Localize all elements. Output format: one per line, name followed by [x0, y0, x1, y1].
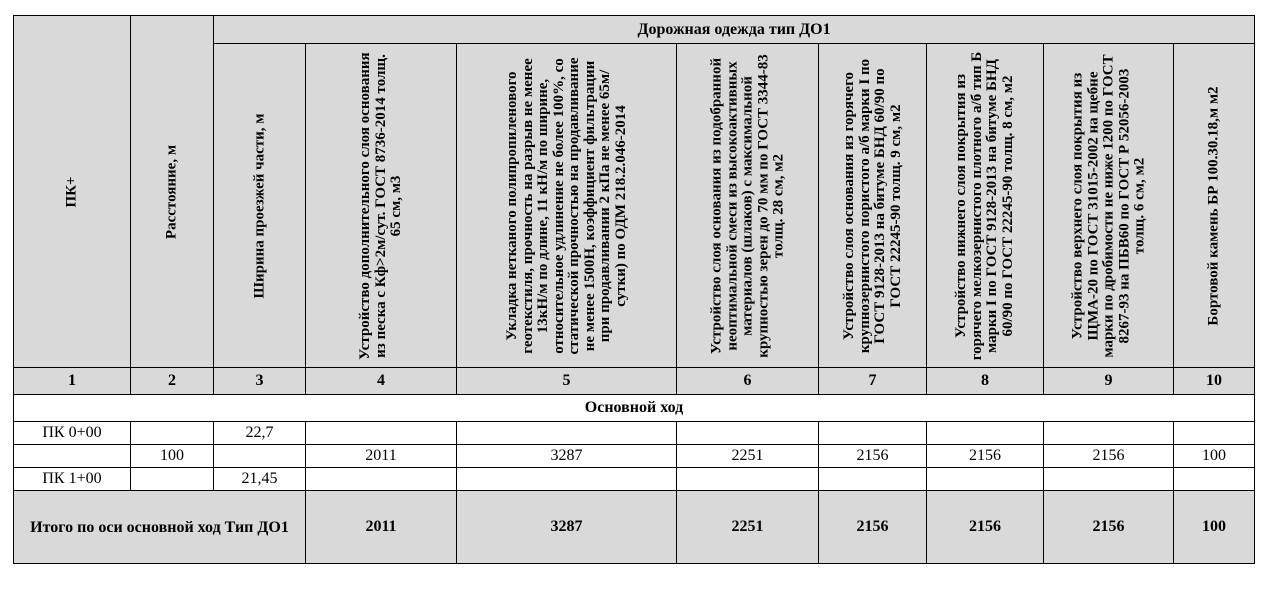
table-cell	[1044, 468, 1174, 491]
table-cell	[677, 468, 819, 491]
table-cell: ПК 0+00	[14, 422, 131, 445]
column-number: 1	[14, 368, 131, 395]
column-number: 7	[819, 368, 927, 395]
table-cell	[457, 468, 677, 491]
table-cell: 100	[1174, 445, 1255, 468]
table-cell	[306, 468, 457, 491]
total-value: 2156	[819, 491, 927, 564]
table-row	[14, 468, 1255, 491]
total-value: 3287	[457, 491, 677, 564]
total-value: 2011	[306, 491, 457, 564]
table-cell	[457, 422, 677, 445]
total-value: 2156	[927, 491, 1044, 564]
table-cell	[1174, 422, 1255, 445]
column-number: 4	[306, 368, 457, 395]
header-col-4: Устройство дополнительного слоя основания из песка с Кф>2м/сут. ГОСТ 8736-2014 толщ. 65 см, м3	[306, 44, 457, 368]
column-number: 8	[927, 368, 1044, 395]
header-col-10: Бортовой камень БР 100.30.18,м м2	[1174, 44, 1255, 368]
table-cell	[131, 422, 214, 445]
table-cell: 22,7	[214, 422, 306, 445]
table-cell: 100	[131, 445, 214, 468]
table-cell	[131, 468, 214, 491]
column-number: 2	[131, 368, 214, 395]
header-col-9: Устройство верхнего слоя покрытия из ЩМА-20 по ГОСТ 31015-2002 на щебне марки по дробимости не ниже 1200 по ГОСТ 8267-93 на ПБВ60 по ГОСТ Р 52056-2003 толщ. 6 см, м2	[1044, 44, 1174, 368]
table-cell	[214, 445, 306, 468]
column-number: 9	[1044, 368, 1174, 395]
header-col-6: Устройство слоя основания из подобранной неоптимальной смеси из высокоактивных материалов (шлаков) с максимальной крупностью зерен до 70 мм по ГОСТ 3344-83 толщ. 28 см, м2	[677, 44, 819, 368]
total-value: 2156	[1044, 491, 1174, 564]
table-row	[14, 422, 1255, 445]
table-cell: 2156	[819, 445, 927, 468]
header-col-5: Укладка нетканого полипропиленового геотекстиля, прочность на разрыв не менее 13кН/м по длине, 11 кН/м по ширине, относительное удлинение не более 100%, со статической прочностью на продавливание не менее 1500Н, коэффициент фильтрации при продавливании 2 кПа не менее 65м/сутки) по ОДМ 218.2.046-2014	[457, 44, 677, 368]
table-cell	[677, 422, 819, 445]
header-col-8: Устройство нижнего слоя покрытия из горячего мелкозернистого плотного а/б тип Б марки I по ГОСТ 9128-2013 на битуме БНД 60/90 по ГОСТ 22245-90 толщ. 8 см, м2	[927, 44, 1044, 368]
table-cell	[14, 445, 131, 468]
header-col-2: Расстояние, м	[131, 16, 214, 368]
table-cell	[306, 422, 457, 445]
road-pavement-table	[13, 15, 1255, 564]
table-cell: 2251	[677, 445, 819, 468]
group-header: Дорожная одежда тип ДО1	[214, 16, 1255, 44]
total-label: Итого по оси основной ход Тип ДО1	[14, 491, 306, 564]
table-cell	[1044, 422, 1174, 445]
total-value: 2251	[677, 491, 819, 564]
header-col-3: Ширина проезжей части, м	[214, 44, 306, 368]
table-cell	[927, 468, 1044, 491]
table-row	[14, 445, 1255, 468]
table-cell: 2156	[1044, 445, 1174, 468]
column-number-row	[14, 368, 1255, 395]
column-number: 6	[677, 368, 819, 395]
table-cell: 21,45	[214, 468, 306, 491]
table-cell: ПК 1+00	[14, 468, 131, 491]
column-number: 5	[457, 368, 677, 395]
column-number: 3	[214, 368, 306, 395]
table-cell: 3287	[457, 445, 677, 468]
table-cell	[819, 422, 927, 445]
header-col-1: ПК+	[14, 16, 131, 368]
total-row	[14, 491, 1255, 564]
table-cell	[927, 422, 1044, 445]
table-cell	[1174, 468, 1255, 491]
section-title: Основной ход	[14, 395, 1255, 422]
table-cell	[819, 468, 927, 491]
total-value: 100	[1174, 491, 1255, 564]
column-number: 10	[1174, 368, 1255, 395]
header-col-7: Устройство слоя основания из горячего крупнозернистого пористого а/б марки I по ГОСТ 9128-2013 на битуме БНД 60/90 по ГОСТ 22245-90 толщ. 9 см, м2	[819, 44, 927, 368]
table-cell: 2011	[306, 445, 457, 468]
table-cell: 2156	[927, 445, 1044, 468]
